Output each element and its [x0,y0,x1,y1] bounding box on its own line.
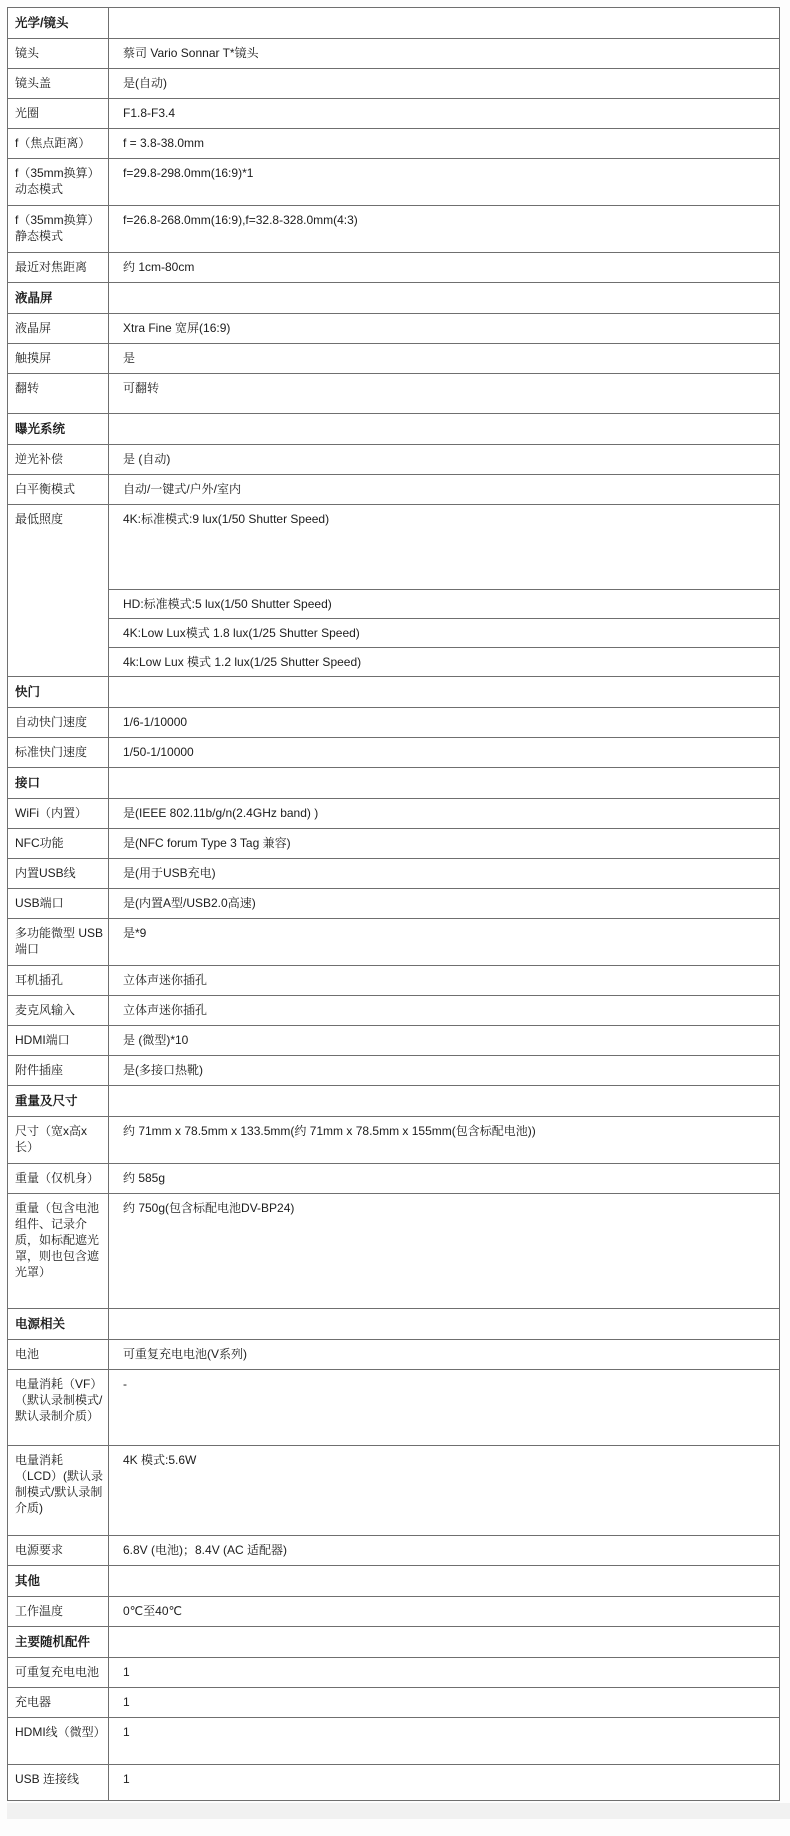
spec-value: 约 1cm-80cm [109,253,780,283]
table-row [8,889,780,919]
table-row [8,1597,780,1627]
spec-label: 多功能微型 USB端口 [8,919,109,966]
table-row [8,314,780,344]
table-row [8,648,780,677]
table-row [8,1688,780,1718]
spec-value: 立体声迷你插孔 [109,996,780,1026]
section-empty-cell [109,768,780,799]
spec-value: - [109,1370,780,1446]
table-row [8,1164,780,1194]
spec-table-body [8,8,780,1801]
table-row [8,996,780,1026]
spec-value: 自动/一键式/户外/室内 [109,475,780,505]
spec-value: 4K:标准模式:9 lux(1/50 Shutter Speed) [109,505,780,590]
spec-label: 白平衡模式 [8,475,109,505]
spec-label: 充电器 [8,1688,109,1718]
spec-value: 是(IEEE 802.11b/g/n(2.4GHz band) ) [109,799,780,829]
spec-label: 镜头盖 [8,69,109,99]
spec-label: f（焦点距离） [8,129,109,159]
table-row [8,590,780,619]
spec-label: f（35mm换算）动态模式 [8,159,109,206]
table-row [8,445,780,475]
spec-value: 是 [109,344,780,374]
table-row [8,159,780,206]
spec-value: 1 [109,1718,780,1765]
spec-value: Xtra Fine 宽屏(16:9) [109,314,780,344]
spec-label: 光圈 [8,99,109,129]
table-row [8,708,780,738]
section-row [8,283,780,314]
spec-value: 4K:Low Lux模式 1.8 lux(1/25 Shutter Speed) [109,619,780,648]
spec-label: 重量（包含电池组件、记录介质，如标配遮光罩，则也包含遮光罩） [8,1194,109,1309]
table-row [8,505,780,590]
table-row [8,253,780,283]
spec-label: NFC功能 [8,829,109,859]
spec-value: 1/50-1/10000 [109,738,780,768]
section-row [8,1566,780,1597]
section-empty-cell [109,283,780,314]
spec-value: 是 (自动) [109,445,780,475]
table-row [8,829,780,859]
table-row [8,619,780,648]
table-row [8,1658,780,1688]
spec-value: 是*9 [109,919,780,966]
spec-value: 立体声迷你插孔 [109,966,780,996]
spec-label: 电量消耗（LCD）(默认录制模式/默认录制介质) [8,1446,109,1536]
spec-value: 是(用于USB充电) [109,859,780,889]
section-empty-cell [109,1309,780,1340]
spec-label: 最低照度 [8,505,109,677]
table-row [8,966,780,996]
spec-value: 可重复充电电池(V系列) [109,1340,780,1370]
table-row [8,1194,780,1309]
spec-label: 内置USB线 [8,859,109,889]
spec-value: 是(内置A型/USB2.0高速) [109,889,780,919]
spec-label: 自动快门速度 [8,708,109,738]
table-row [8,738,780,768]
spec-label: HDMI端口 [8,1026,109,1056]
spec-label: 可重复充电电池 [8,1658,109,1688]
spec-label: 逆光补偿 [8,445,109,475]
spec-value: 蔡司 Vario Sonnar T*镜头 [109,39,780,69]
spec-label: 镜头 [8,39,109,69]
section-title: 快门 [8,677,109,708]
spec-label: 电量消耗（VF）（默认录制模式/默认录制介质） [8,1370,109,1446]
spec-label: 耳机插孔 [8,966,109,996]
spec-value: 约 71mm x 78.5mm x 133.5mm(约 71mm x 78.5mm x 155mm(包含标配电池)) [109,1117,780,1164]
section-title: 重量及尺寸 [8,1086,109,1117]
spec-value: HD:标准模式:5 lux(1/50 Shutter Speed) [109,590,780,619]
spec-value: 可翻转 [109,374,780,414]
section-empty-cell [109,1627,780,1658]
section-row [8,1627,780,1658]
table-row [8,1056,780,1086]
table-row [8,1446,780,1536]
section-row [8,677,780,708]
spec-label: 尺寸（宽x高x长） [8,1117,109,1164]
section-empty-cell [109,8,780,39]
table-row [8,1370,780,1446]
page-bottom-strip [7,1803,790,1819]
table-row [8,39,780,69]
spec-value: 是(NFC forum Type 3 Tag 兼容) [109,829,780,859]
table-row [8,69,780,99]
section-title: 光学/镜头 [8,8,109,39]
table-row [8,129,780,159]
spec-label: USB 连接线 [8,1765,109,1801]
spec-label: WiFi（内置） [8,799,109,829]
spec-value: f=29.8-298.0mm(16:9)*1 [109,159,780,206]
spec-value: 4k:Low Lux 模式 1.2 lux(1/25 Shutter Speed) [109,648,780,677]
spec-label: 重量（仅机身） [8,1164,109,1194]
section-title: 液晶屏 [8,283,109,314]
section-empty-cell [109,677,780,708]
section-row [8,414,780,445]
spec-label: 液晶屏 [8,314,109,344]
section-title: 其他 [8,1566,109,1597]
spec-label: 工作温度 [8,1597,109,1627]
spec-label: 最近对焦距离 [8,253,109,283]
spec-value: f=26.8-268.0mm(16:9),f=32.8-328.0mm(4:3) [109,206,780,253]
spec-value: 约 750g(包含标配电池DV-BP24) [109,1194,780,1309]
spec-value: 4K 模式:5.6W [109,1446,780,1536]
table-row [8,919,780,966]
spec-value: 1 [109,1688,780,1718]
spec-label: f（35mm换算）静态模式 [8,206,109,253]
section-title: 主要随机配件 [8,1627,109,1658]
section-title: 曝光系统 [8,414,109,445]
table-row [8,859,780,889]
section-row [8,1086,780,1117]
spec-value: 是 (微型)*10 [109,1026,780,1056]
table-row [8,1765,780,1801]
table-row [8,344,780,374]
section-title: 接口 [8,768,109,799]
spec-value: 6.8V (电池)；8.4V (AC 适配器) [109,1536,780,1566]
spec-label: 麦克风输入 [8,996,109,1026]
spec-label: 附件插座 [8,1056,109,1086]
spec-value: 1 [109,1765,780,1801]
table-row [8,206,780,253]
spec-table [7,7,780,1801]
spec-label: 标准快门速度 [8,738,109,768]
table-row [8,799,780,829]
spec-value: 是(多接口热靴) [109,1056,780,1086]
table-row [8,475,780,505]
section-empty-cell [109,414,780,445]
spec-value: F1.8-F3.4 [109,99,780,129]
spec-value: 1 [109,1658,780,1688]
section-empty-cell [109,1566,780,1597]
spec-label: 电池 [8,1340,109,1370]
spec-label: HDMI线（微型） [8,1718,109,1765]
spec-label: 触摸屏 [8,344,109,374]
spec-value: 1/6-1/10000 [109,708,780,738]
table-row [8,1117,780,1164]
table-row [8,1340,780,1370]
section-empty-cell [109,1086,780,1117]
section-row [8,1309,780,1340]
table-row [8,374,780,414]
table-row [8,1536,780,1566]
spec-value: 0℃至40℃ [109,1597,780,1627]
spec-label: USB端口 [8,889,109,919]
spec-value: 约 585g [109,1164,780,1194]
section-title: 电源相关 [8,1309,109,1340]
table-row [8,99,780,129]
spec-value: 是(自动) [109,69,780,99]
section-row [8,768,780,799]
spec-label: 电源要求 [8,1536,109,1566]
table-row [8,1718,780,1765]
spec-label: 翻转 [8,374,109,414]
spec-value: f = 3.8-38.0mm [109,129,780,159]
table-row [8,1026,780,1056]
section-row [8,8,780,39]
